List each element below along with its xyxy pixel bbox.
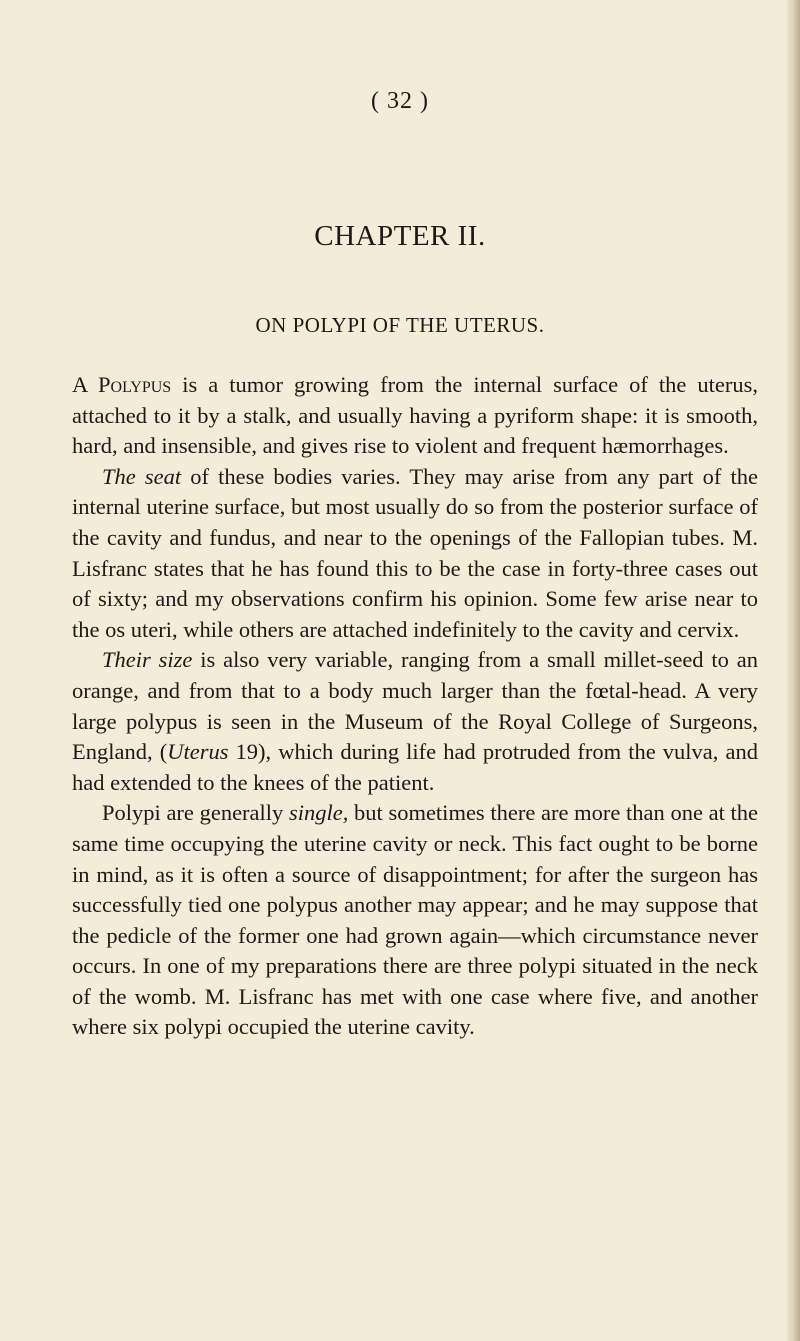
paragraph-text: is also very variable, ranging from a small millet-seed to an orange, and from that to a body much larger than the fœtal-head. A very large polypus is seen in the Museum of the Royal College of Surgeons, England, (	[72, 647, 758, 765]
lead-term: Polypus	[98, 372, 172, 397]
paragraph-text: 19), which during life had protruded from the vulva, and had extended to the knees of the patient.	[72, 739, 758, 795]
chapter-title: CHAPTER II.	[314, 220, 486, 252]
page-number: ( 32 )	[371, 88, 429, 114]
paragraph-text: is a tumor growing from the internal surface of the uterus, attached to it by a stalk, and usually having a pyriform shape: it is smooth, hard, and insensible, and gives rise to violent and frequent hæmorrhages.	[72, 372, 759, 459]
paragraph-seat	[72, 462, 758, 646]
paragraph-number	[72, 798, 758, 1043]
section-title: ON POLYPI OF THE UTERUS.	[255, 313, 545, 337]
paragraph-size	[72, 645, 758, 798]
italic-heading: Their size	[102, 647, 193, 673]
paragraph-text: Polypi are generally	[102, 800, 289, 826]
italic-reference: Uterus	[167, 739, 229, 765]
italic-heading: The seat	[102, 463, 182, 489]
paragraph-text: but sometimes there are more than one at the same time occupying the uterine cavity or neck. This fact ought to be borne in mind, as it is often a source of disappointment; for after the surgeon has successfully tied one polypus another may appear; and he may suppose that the pedicle of the former one had grown again—which circumstance never occurs. In one of my preparations there are three polypi situated in the neck of the womb. M. Lisfranc has met with one case where five, and another where six polypi occupied the uterine cavity.	[72, 800, 759, 1040]
body-text	[72, 370, 758, 1043]
italic-emphasis: single,	[288, 800, 349, 826]
paragraph-text: of these bodies varies. They may arise from any part of the internal uterine surface, but most usually do so from the posterior surface of the cavity and fundus, and near to the openings of the Fallopian tubes. M. Lisfranc states that he has found this to be the case in forty-three cases out of sixty; and my observations confirm his opinion. Some few arise near to the os uteri, while others are attached indefinitely to the cavity and cervix.	[72, 463, 758, 642]
page-edge-shadow	[786, 0, 800, 1341]
lead-word: A	[72, 372, 88, 397]
paragraph-definition	[72, 370, 758, 462]
